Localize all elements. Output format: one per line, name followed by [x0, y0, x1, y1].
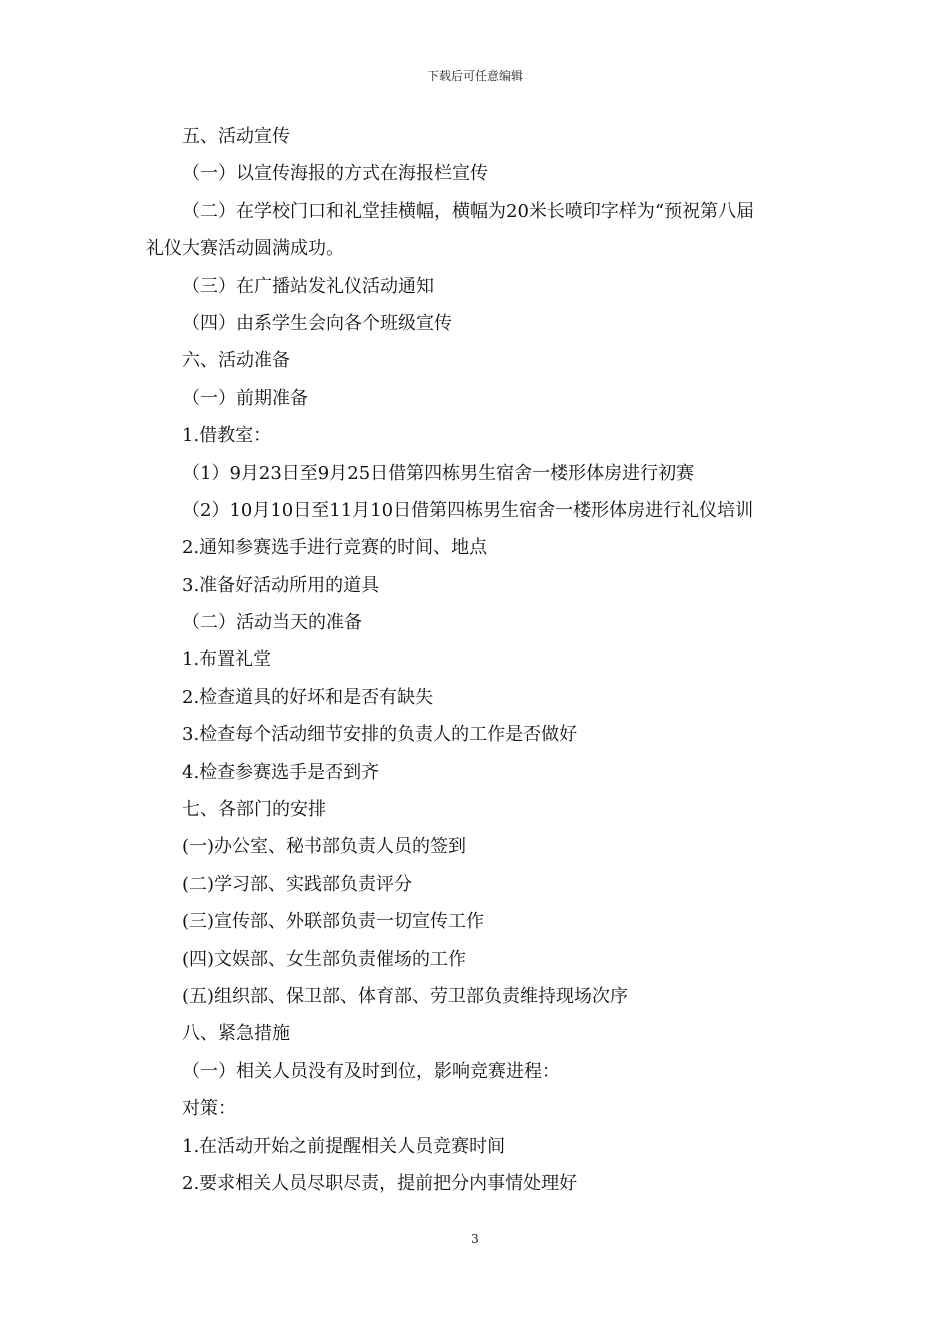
subsection-heading: （二）活动当天的准备 [182, 612, 362, 634]
list-item: (五)组织部、保卫部、体育部、劳卫部负责维持现场次序 [182, 985, 629, 1007]
list-item: 2.要求相关人员尽职尽责，提前把分内事情处理好 [182, 1172, 578, 1194]
section-heading-7: 七、各部门的安排 [182, 799, 326, 821]
list-item: 2.检查道具的好坏和是否有缺失 [182, 686, 434, 708]
list-item: 1.在活动开始之前提醒相关人员竞赛时间 [182, 1135, 506, 1157]
section-heading-6: 六、活动准备 [182, 350, 290, 372]
list-item: 2.通知参赛选手进行竞赛的时间、地点 [182, 537, 488, 559]
list-item: 1.布置礼堂 [182, 649, 272, 671]
list-item: (一)办公室、秘书部负责人员的签到 [182, 836, 467, 858]
list-item: （2）10月10日至11月10日借第四栋男生宿舍一楼形体房进行礼仪培训 [182, 499, 754, 521]
page-header: 下载后可任意编辑 [426, 69, 523, 83]
section-heading-5: 五、活动宣传 [182, 126, 290, 147]
paragraph-line: 对策： [182, 1098, 236, 1120]
subsection-heading: （一）相关人员没有及时到位，影响竞赛进程： [182, 1060, 560, 1082]
paragraph-line: （四）由系学生会向各个班级宣传 [182, 312, 452, 334]
list-item: (二)学习部、实践部负责评分 [182, 873, 413, 895]
paragraph-line: （二）在学校门口和礼堂挂横幅，横幅为20米长喷印字样为“预祝第八届 [182, 200, 755, 222]
paragraph-line: （三）在广播站发礼仪活动通知 [182, 275, 434, 297]
section-heading-8: 八、紧急措施 [182, 1023, 290, 1045]
paragraph-line-continuation: 礼仪大赛活动圆满成功。 [146, 238, 344, 260]
list-item: (四)文娱部、女生部负责催场的工作 [182, 948, 467, 970]
list-item: 4.检查参赛选手是否到齐 [182, 761, 380, 783]
document-body [146, 118, 816, 1202]
paragraph-line: （一）以宣传海报的方式在海报栏宣传 [182, 163, 488, 185]
list-item: 3.检查每个活动细节安排的负责人的工作是否做好 [182, 724, 578, 746]
list-item: （1）9月23日至9月25日借第四栋男生宿舍一楼形体房进行初赛 [182, 462, 695, 484]
list-item: 3.准备好活动所用的道具 [182, 574, 380, 596]
subsection-heading: （一）前期准备 [182, 387, 308, 409]
list-item: (三)宣传部、外联部负责一切宣传工作 [182, 911, 485, 933]
list-item: 1.借教室： [182, 425, 272, 447]
page-number: 3 [471, 1232, 479, 1246]
